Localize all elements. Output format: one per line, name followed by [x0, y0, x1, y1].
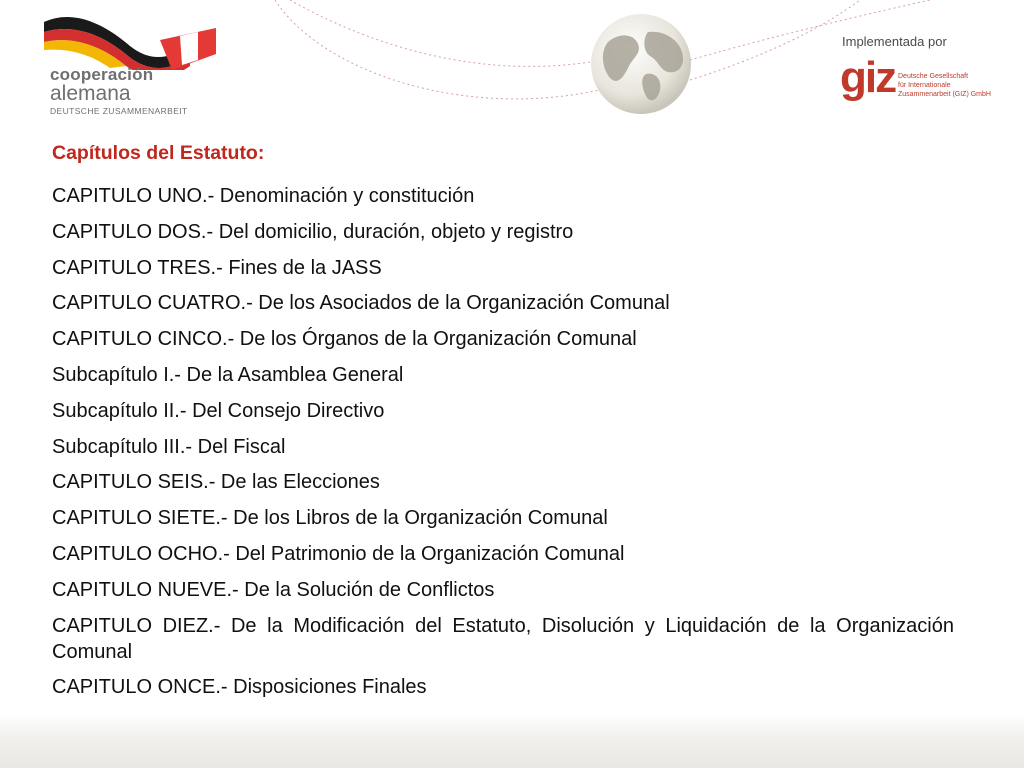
list-item: CAPITULO NUEVE.- De la Solución de Conflictos	[52, 578, 495, 601]
slide-content	[52, 140, 954, 710]
globe-icon	[588, 12, 694, 116]
list-item: CAPITULO SEIS.- De las Elecciones	[52, 471, 380, 494]
list-item: CAPITULO OCHO.- Del Patrimonio de la Organización Comunal	[52, 542, 625, 565]
page-title: Capítulos del Estatuto:	[52, 142, 265, 164]
logo-text-line1: cooperación	[50, 65, 154, 84]
list-item: CAPITULO SIETE.- De los Libros de la Organización Comunal	[52, 507, 608, 530]
giz-logo	[840, 34, 1010, 114]
list-item: CAPITULO CINCO.- De los Órganos de la Organización Comunal	[52, 328, 637, 351]
list-item: CAPITULO ONCE.- Disposiciones Finales	[52, 676, 427, 699]
giz-subtitle-line: für Internationale	[898, 82, 951, 89]
giz-subtitle-line: Zusammenarbeit (GIZ) GmbH	[898, 91, 991, 98]
list-item: Subcapítulo III.- Del Fiscal	[52, 435, 286, 458]
list-item: CAPITULO DOS.- Del domicilio, duración, objeto y registro	[52, 220, 574, 243]
chapter-list	[52, 183, 954, 700]
list-item: CAPITULO CUATRO.- De los Asociados de la Organización Comunal	[52, 292, 670, 315]
implemented-by-label: Implementada por	[842, 34, 947, 49]
list-item: CAPITULO TRES.- Fines de la JASS	[52, 256, 382, 279]
list-item: Subcapítulo II.- Del Consejo Directivo	[52, 399, 385, 422]
list-item: Subcapítulo I.- De la Asamblea General	[52, 363, 404, 386]
giz-subtitle-line: Deutsche Gesellschaft	[898, 73, 969, 80]
giz-wordmark: giz	[840, 53, 896, 102]
logo-text-line3: DEUTSCHE ZUSAMMENARBEIT	[50, 106, 188, 116]
footer-band	[0, 714, 1024, 768]
list-item: CAPITULO DIEZ.- De la Modificación del Estatuto, Disolución y Liquidación de la Organización Comunal	[52, 614, 954, 663]
cooperacion-alemana-logo	[40, 10, 230, 120]
flag-ribbon-icon	[40, 10, 230, 70]
giz-subtitle	[898, 72, 991, 99]
list-item: CAPITULO UNO.- Denominación y constitución	[52, 185, 475, 207]
logo-text-line2: alemana	[50, 82, 131, 105]
